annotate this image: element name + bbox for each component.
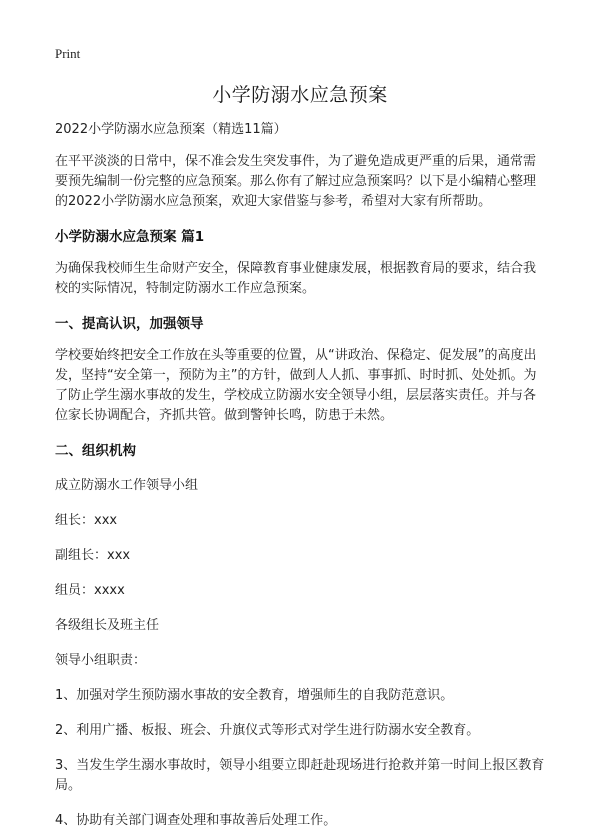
duty-item: 4、协助有关部门调查处理和事故善后处理工作。: [55, 813, 337, 828]
print-link[interactable]: Print: [55, 46, 81, 61]
section-title: 小学防溺水应急预案 篇1: [55, 229, 205, 245]
others-line: 各级组长及班主任: [55, 618, 160, 633]
intro-paragraph: 在平平淡淡的日常中，保不准会发生突发事件，为了避免造成更严重的后果，通常需要预先编制一份完整的应急预案。那么你有了解过应急预案吗？以下是小编精心整理的2022小学防溺水应急预案，欢迎大家借鉴与参考，希望对大家有所帮助。: [55, 154, 537, 209]
duty-item: 1、加强对学生预防溺水事故的安全教育，增强师生的自我防范意识。: [55, 688, 454, 703]
section-intro: 为确保我校师生生命财产安全，保障教育事业健康发展，根据教育局的要求，结合我校的实际情况，特制定防溺水工作应急预案。: [55, 261, 537, 296]
page-title: 小学防溺水应急预案: [212, 84, 388, 106]
leader-line: 组长：xxx: [55, 513, 118, 528]
heading-2: 二、组织机构: [55, 443, 136, 459]
paragraph-1: 学校要始终把安全工作放在头等重要的位置，从“讲政治、保稳定、促发展”的高度出发，坚持“安全第一，预防为主”的方针，做到人人抓、事事抓、时时抓、处处抓。为了防止学生溺水事故的发生，学校成立防溺水安全领导小组，层层落实责任。并与各位家长协调配合，齐抓共管。做到警钟长鸣，防患于未然。: [55, 348, 537, 423]
members-line: 组员：xxxx: [55, 583, 125, 598]
subtitle: 2022小学防溺水应急预案（精选11篇）: [55, 122, 287, 137]
duty-item: 2、利用广播、板报、班会、升旗仪式等形式对学生进行防溺水安全教育。: [55, 723, 480, 738]
duties-title: 领导小组职责：: [55, 653, 147, 668]
heading-1: 一、提高认识，加强领导: [55, 316, 204, 332]
org-group: 成立防溺水工作领导小组: [55, 478, 199, 493]
duty-item: 3、当发生学生溺水事故时，领导小组要立即赶赴现场进行抢救并第一时间上报区教育局。: [55, 758, 545, 793]
document-body: [55, 120, 547, 831]
deputy-line: 副组长：xxx: [55, 548, 131, 563]
